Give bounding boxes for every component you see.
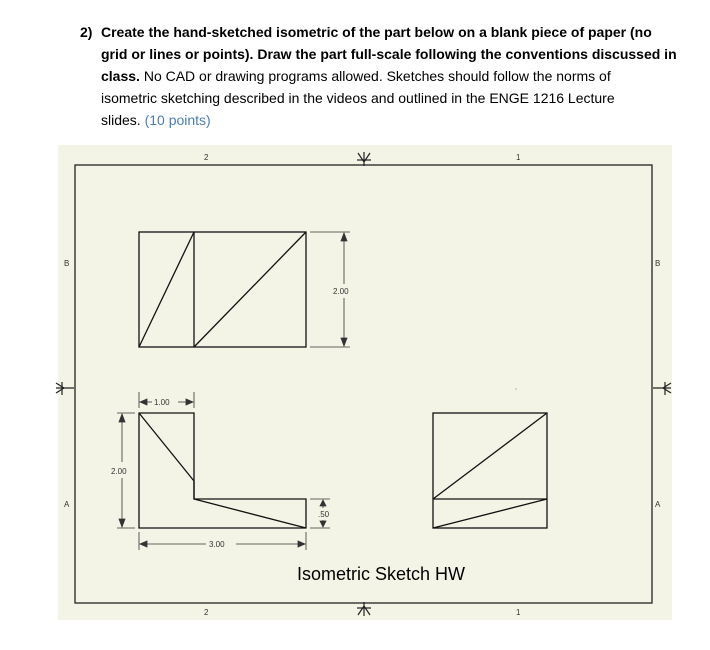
top-view — [139, 232, 306, 347]
side-view — [433, 413, 547, 528]
front-view — [139, 413, 306, 528]
dim-width-top-label: 1.00 — [154, 398, 170, 407]
question-line-5-text: slides. — [101, 112, 141, 128]
zone-label-bottom-2: 2 — [204, 608, 209, 617]
question-line-3-bold: class. — [101, 68, 140, 84]
zone-label-left-b: B — [64, 259, 70, 268]
drawing-border — [75, 165, 652, 603]
zone-label-right-b: B — [655, 259, 661, 268]
question-number: 2) — [80, 24, 93, 40]
stray-mark — [515, 388, 516, 389]
points-label: (10 points) — [144, 112, 211, 128]
dim-height-left-label: 2.00 — [111, 467, 127, 476]
zone-label-left-a: A — [64, 500, 70, 509]
zone-label-right-a: A — [655, 500, 661, 509]
dim-length-label: 3.00 — [209, 540, 225, 549]
zone-label-top-2: 2 — [204, 153, 209, 162]
question-line-1: Create the hand-sketched isometric of the part below on a blank piece of paper (no — [101, 24, 652, 40]
dim-height-top-label: 2.00 — [333, 287, 349, 296]
question-line-4: isometric sketching described in the videos and outlined in the ENGE 1216 Lecture — [101, 90, 615, 106]
zone-label-bottom-1: 1 — [516, 608, 521, 617]
zone-label-top-1: 1 — [516, 153, 521, 162]
center-mark-bottom-icon — [357, 602, 371, 616]
center-mark-left-icon — [56, 382, 74, 395]
title-block-label: Isometric Sketch HW — [297, 564, 466, 584]
center-mark-top-icon — [357, 152, 371, 166]
question-line-3-rest: No CAD or drawing programs allowed. Sketches should follow the norms of — [139, 68, 611, 84]
dim-thickness-label: .50 — [318, 510, 330, 519]
center-mark-right-icon — [653, 382, 671, 395]
question-line-2: grid or lines or points). Draw the part full-scale following the conventions discussed in — [101, 46, 677, 62]
